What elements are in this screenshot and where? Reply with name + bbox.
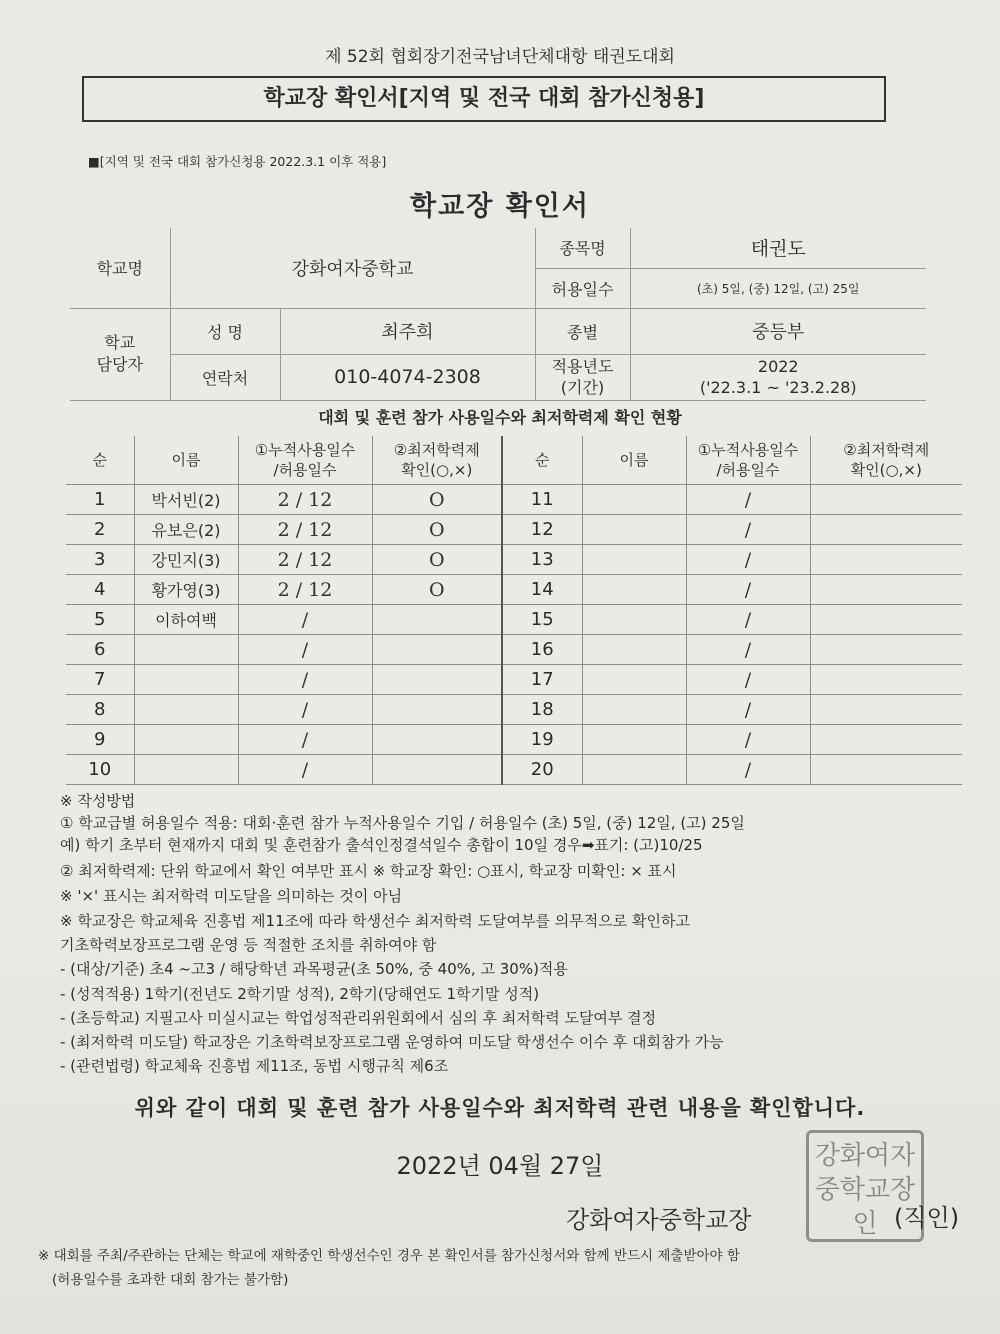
method-line: ② 최저학력제: 단위 학교에서 확인 여부만 표시 ※ 학교장 확인: ○표시, 학교장 미확인: × 표시 (60, 862, 677, 880)
year-label (535, 354, 630, 400)
min-grade-check (372, 755, 502, 785)
row-number: 3 (66, 545, 134, 575)
student-name (582, 515, 686, 545)
method-line: - (성적적용) 1학기(전년도 2학기말 성적), 2학기(당해연도 1학기말 성적) (60, 985, 540, 1003)
method-line: 예) 학기 초부터 현재까지 대회 및 훈련참가 출석인정결석일수 총합이 10일 경우➡표기: (고)10/25 (60, 836, 703, 854)
student-name: 유보은(2) (134, 515, 238, 545)
col-days-line1: ①누적사용일수 (254, 441, 356, 459)
min-grade-check (810, 545, 962, 575)
min-grade-check (810, 665, 962, 695)
school-info-table (70, 228, 926, 401)
submission-note: ※ 대회를 주최/주관하는 단체는 학교에 재학중인 학생선수인 경우 본 확인서를 참가신청서와 함께 반드시 제출받아야 함 (38, 1248, 740, 1264)
col-name: 이름 (134, 436, 238, 485)
min-grade-check (372, 635, 502, 665)
days-used: 2 / 12 (238, 575, 372, 605)
usage-table-header (66, 436, 962, 485)
student-name (582, 725, 686, 755)
min-grade-check (372, 665, 502, 695)
min-grade-check: O (372, 485, 502, 515)
student-name (582, 575, 686, 605)
student-name (134, 635, 238, 665)
min-grade-check: O (372, 515, 502, 545)
issue-date: 2022년 04월 27일 (396, 1152, 604, 1180)
row-number: 15 (502, 605, 582, 635)
days-used: / (686, 695, 810, 725)
row-number: 8 (66, 695, 134, 725)
method-line: - (관련법령) 학교체육 진흥법 제11조, 동법 시행규칙 제6조 (60, 1057, 449, 1075)
col-name-2: 이름 (582, 436, 686, 485)
min-grade-check: O (372, 545, 502, 575)
student-name (582, 485, 686, 515)
row-number: 9 (66, 725, 134, 755)
student-name: 강민지(3) (134, 545, 238, 575)
student-name (134, 755, 238, 785)
principal-name: 강화여자중학교장 (566, 1206, 752, 1234)
col-check-line1: ②최저학력제 (393, 441, 480, 459)
table-row (66, 755, 962, 785)
col-days-2-line2: /허용일수 (716, 461, 780, 479)
col-check (372, 436, 502, 485)
submission-note-2: (허용일수를 초과한 대회 참가는 불가함) (52, 1272, 289, 1288)
row-number: 20 (502, 755, 582, 785)
row-number: 11 (502, 485, 582, 515)
table-row (66, 515, 962, 545)
method-line: ※ '×' 표시는 최저학력 미도달을 의미하는 것이 아님 (60, 887, 403, 905)
row-number: 5 (66, 605, 134, 635)
days-used: / (686, 515, 810, 545)
seal-label: (직인) (894, 1204, 960, 1232)
category-label: 종별 (535, 308, 630, 354)
phone-label: 연락처 (170, 354, 280, 400)
student-name: 황가영(3) (134, 575, 238, 605)
col-check-2-line2: 확인(○,×) (850, 461, 922, 479)
school-value: 강화여자중학교 (170, 228, 535, 308)
student-name (582, 665, 686, 695)
days-used: / (686, 605, 810, 635)
name-value: 최주희 (280, 308, 535, 354)
days-used: 2 / 12 (238, 485, 372, 515)
row-number: 2 (66, 515, 134, 545)
min-grade-check (810, 755, 962, 785)
student-name (582, 635, 686, 665)
row-number: 16 (502, 635, 582, 665)
usage-table-title: 대회 및 훈련 참가 사용일수와 최저학력제 확인 현황 (318, 408, 682, 427)
row-number: 17 (502, 665, 582, 695)
row-number: 4 (66, 575, 134, 605)
col-no-2: 순 (502, 436, 582, 485)
days-used: / (238, 635, 372, 665)
period-value: ('22.3.1 ~ '23.2.28) (699, 378, 857, 397)
student-name (582, 695, 686, 725)
student-name (134, 695, 238, 725)
form-title: 학교장 확인서[지역 및 전국 대회 참가신청용] (82, 76, 886, 122)
min-grade-check (810, 515, 962, 545)
row-number: 12 (502, 515, 582, 545)
sport-value: 태권도 (630, 228, 926, 268)
days-used: / (686, 545, 810, 575)
contact-person-label-line1: 학교 (104, 333, 136, 352)
days-used: 2 / 12 (238, 545, 372, 575)
table-row (66, 725, 962, 755)
days-used: / (686, 575, 810, 605)
doc-title: 학교장 확인서 (410, 191, 590, 222)
min-grade-check (372, 695, 502, 725)
days-used: / (238, 665, 372, 695)
min-grade-check (810, 635, 962, 665)
row-number: 10 (66, 755, 134, 785)
days-used: / (238, 725, 372, 755)
table-row (66, 545, 962, 575)
method-line: 기초학력보장프로그램 운영 등 적절한 조치를 취하여야 함 (60, 936, 437, 954)
method-line: - (최저학력 미도달) 학교장은 기초학력보장프로그램 운영하여 미도달 학생선수 이수 후 대회참가 가능 (60, 1033, 724, 1051)
days-used: / (238, 755, 372, 785)
row-number: 6 (66, 635, 134, 665)
days-used: / (238, 695, 372, 725)
min-grade-check (810, 695, 962, 725)
days-used: / (686, 635, 810, 665)
student-name (134, 665, 238, 695)
days-used: / (686, 725, 810, 755)
phone-value: 010-4074-2308 (280, 354, 535, 400)
confirm-text: 위와 같이 대회 및 훈련 참가 사용일수와 최저학력 관련 내용을 확인합니다. (134, 1096, 866, 1120)
col-days (238, 436, 372, 485)
table-row (66, 665, 962, 695)
row-number: 18 (502, 695, 582, 725)
row-number: 19 (502, 725, 582, 755)
student-name (582, 755, 686, 785)
event-title: 제 52회 협회장기전국남녀단체대항 태권도대회 (325, 47, 675, 67)
student-name (134, 725, 238, 755)
year-label-line2: (기간) (560, 378, 605, 397)
row-number: 7 (66, 665, 134, 695)
method-line: - (초등학교) 지필고사 미실시교는 학업성적관리위원회에서 심의 후 최저학력 도달여부 결정 (60, 1009, 657, 1027)
row-number: 13 (502, 545, 582, 575)
table-row (66, 695, 962, 725)
min-grade-check (810, 725, 962, 755)
col-check-2 (810, 436, 962, 485)
days-used: 2 / 12 (238, 515, 372, 545)
student-name: 이하여백 (134, 605, 238, 635)
min-grade-check (810, 575, 962, 605)
col-days-2-line1: ①누적사용일수 (697, 441, 799, 459)
student-name: 박서빈(2) (134, 485, 238, 515)
year-value: 2022 (757, 357, 799, 376)
category-value: 중등부 (630, 308, 926, 354)
allowed-days-value: (초) 5일, (중) 12일, (고) 25일 (630, 268, 926, 308)
col-no: 순 (66, 436, 134, 485)
contact-person-label (70, 308, 170, 400)
name-label: 성 명 (170, 308, 280, 354)
student-name (582, 605, 686, 635)
method-line: ① 학교급별 허용일수 적용: 대회·훈련 참가 누적사용일수 기입 / 허용일수 (초) 5일, (중) 12일, (고) 25일 (60, 814, 745, 832)
days-used: / (238, 605, 372, 635)
min-grade-check (372, 605, 502, 635)
table-row (66, 575, 962, 605)
col-days-line2: /허용일수 (273, 461, 337, 479)
min-grade-check (810, 485, 962, 515)
student-name (582, 545, 686, 575)
min-grade-check (810, 605, 962, 635)
min-grade-check: O (372, 575, 502, 605)
col-days-2 (686, 436, 810, 485)
allowed-days-label: 허용일수 (535, 268, 630, 308)
col-check-2-line1: ②최저학력제 (843, 441, 930, 459)
applicable-note: ■[지역 및 전국 대회 참가신청용 2022.3.1 이후 적용] (88, 154, 387, 169)
sport-label: 종목명 (535, 228, 630, 268)
contact-person-label-line2: 담당자 (96, 355, 143, 374)
official-seal: 강화여자중학교장인 (806, 1130, 924, 1242)
days-used: / (686, 485, 810, 515)
school-label: 학교명 (70, 228, 170, 308)
row-number: 14 (502, 575, 582, 605)
year-value-cell (630, 354, 926, 400)
method-line: ※ 학교장은 학교체육 진흥법 제11조에 따라 학생선수 최저학력 도달여부를 의무적으로 확인하고 (60, 912, 690, 930)
days-used: / (686, 665, 810, 695)
method-line: - (대상/기준) 초4 ~고3 / 해당학년 과목평균(초 50%, 중 40%, 고 30%)적용 (60, 960, 568, 978)
days-used: / (686, 755, 810, 785)
col-check-line2: 확인(○,×) (401, 461, 473, 479)
table-row (66, 635, 962, 665)
year-label-line1: 적용년도 (551, 357, 614, 376)
table-row (66, 485, 962, 515)
method-heading: ※ 작성방법 (60, 792, 136, 810)
min-grade-check (372, 725, 502, 755)
row-number: 1 (66, 485, 134, 515)
table-row (66, 605, 962, 635)
usage-table (66, 436, 962, 785)
